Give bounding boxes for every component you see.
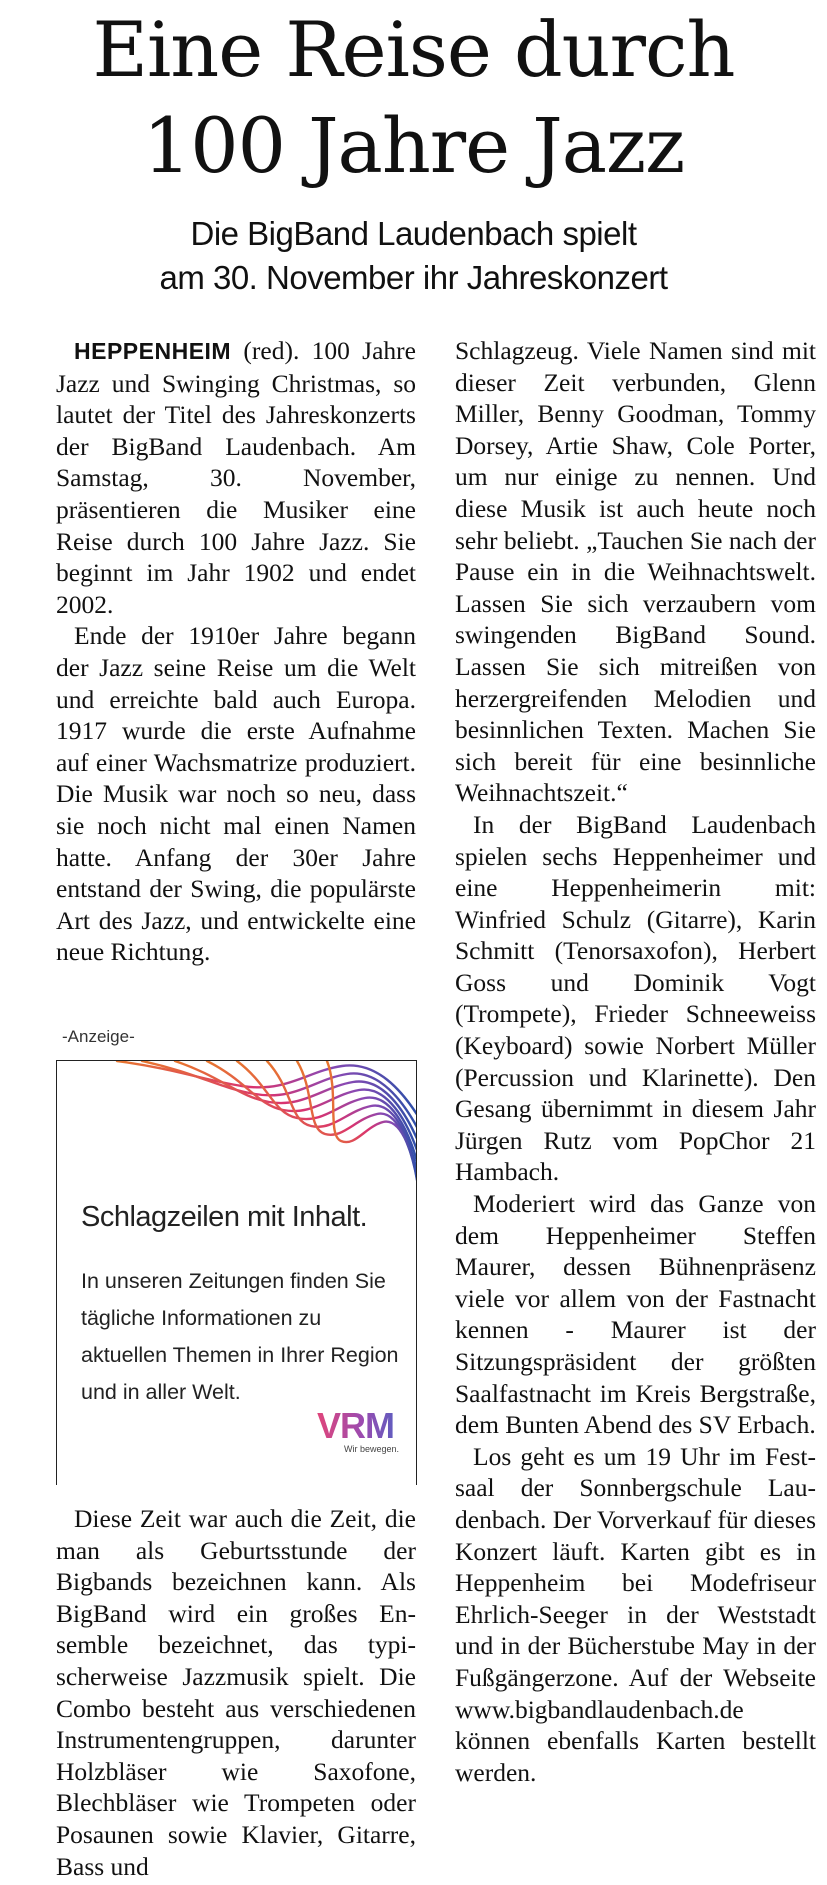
paragraph-tickets: Los geht es um 19 Uhr im Festsaal der Sonnbergschule Laudenbach. Der Vorverkauf für dieses Konzert läuft. Karten gibt es in Heppenheim bei Modefriseur Ehrlich-Seeger in der Weststadt und in der Bücherstube May in der Fußgängerzone. Auf der Webseite www.bigbandlaudenbach.de können ebenfalls Karten bestellt werden. (455, 1441, 816, 1787)
headline-line-2: 100 Jahre Jazz (142, 101, 685, 190)
subheadline (0, 212, 827, 300)
paragraph-history: Ende der 1910er Jahre begann der Jazz seine Reise um die Welt und erreichte bald auch Europa. 1917 wurde die erste Aufnahme auf einer Wachsmatrize produziert. Die Musik war noch so neu, dass sie noch nicht mal einen Namen hatte. Anfang der 30er Jahre entstand der Swing, die populärste Art des Jazz, und entwickelte eine neue Richtung. (56, 621, 416, 967)
vrm-claim: Wir bewegen. (343, 1444, 399, 1454)
wave-line (117, 1061, 417, 1116)
advertisement[interactable] (56, 1060, 417, 1485)
paragraph-names: Schlagzeug. Viele Namen sind mit dieser Zeit verbunden, Glenn Miller, Benny Goodman, Tommy Dorsey, Artie Shaw, Cole Porter, um nur einige zu nennen. Und diese Musik ist auch heute noch sehr beliebt. „Tauchen Sie nach der Pause ein in die Weihnachtswelt. Lassen Sie sich verzaubern vom swingenden BigBand Sound. Lassen Sie sich mitreißen von herzergreifenden Melodien und besinnlichen Texten. Machen Sie sich bereit für eine besinnliche Weihnachtszeit.“ (455, 336, 816, 808)
vrm-logo-text: VRM (317, 1406, 407, 1446)
paragraph-members: In der BigBand Laudenbach spielen sechs Heppenheimer und eine Heppenheimerin mit: Winfried Schulz (Gitarre), Karin Schmitt (Tenorsaxofon), Herbert Goss und Dominik Vogt (Trompete), Frieder Schneeweiss (Keyboard) sowie Norbert Müller (Percussion und Klarinette). Den Gesang übernimmt in diesem Jahr Jürgen Rutz vom PopChor 21 Hambach. (455, 809, 816, 1187)
ad-body-text: In unseren Zeitungen finden Sie tägliche Informationen zu aktuellen Themen in Ihrer Region und in aller Welt. (81, 1269, 399, 1404)
headline-line-1: Eine Reise durch (92, 5, 735, 94)
headline (0, 2, 827, 194)
article-column-left-top (56, 335, 416, 968)
ad-label: -Anzeige- (62, 1027, 135, 1046)
wave-line (267, 1061, 417, 1177)
paragraph-intro-text: (red). 100 Jahre Jazz und Swinging Christmas, so lautet der Titel des Jahreskonzerts der BigBand Laudenbach. Am Samstag, 30. November, präsentieren die Musiker eine Reise durch 100 Jahre Jazz. Sie beginnt im Jahr 1902 und endet 2002. (56, 336, 416, 619)
paragraph-intro (56, 335, 416, 620)
paragraph-bigband: Diese Zeit war auch die Zeit, die man als Geburtsstunde der Bigbands bezeichnen kann. Als BigBand wird ein großes Ensemble bezeichnet, das typischerweise Jazzmusik spielt. Die Combo besteht aus verschiedenen Instrumentengruppen, darunter Holzbläser wie Saxofone, Blechbläser wie Trompeten oder Posaunen sowie Klavier, Gitarre, Bass und (56, 1504, 416, 1881)
subheadline-line-2: am 30. November ihr Jahreskonzert (159, 259, 668, 296)
paragraph-moderator: Moderiert wird das Ganze von dem Heppenheimer Steffen Maurer, dessen Bühnenpräsenz viele vor allem von der Fastnacht kennen - Maurer ist der Sitzungspräsident der größten Saalfastnacht im Kreis Bergstraße, dem Bunten Abend des SV Erbach. (455, 1189, 816, 1440)
wave-line (327, 1061, 417, 1186)
wave-graphic (57, 1061, 417, 1186)
article-column-left-bottom (56, 1503, 416, 1882)
vrm-logo (317, 1406, 407, 1466)
dateline: HEPPENHEIM (74, 338, 232, 364)
ad-headline: Schlagzeilen mit Inhalt. (81, 1201, 368, 1233)
article-column-right (455, 335, 816, 1788)
subheadline-line-1: Die BigBand Laudenbach spielt (190, 215, 637, 252)
